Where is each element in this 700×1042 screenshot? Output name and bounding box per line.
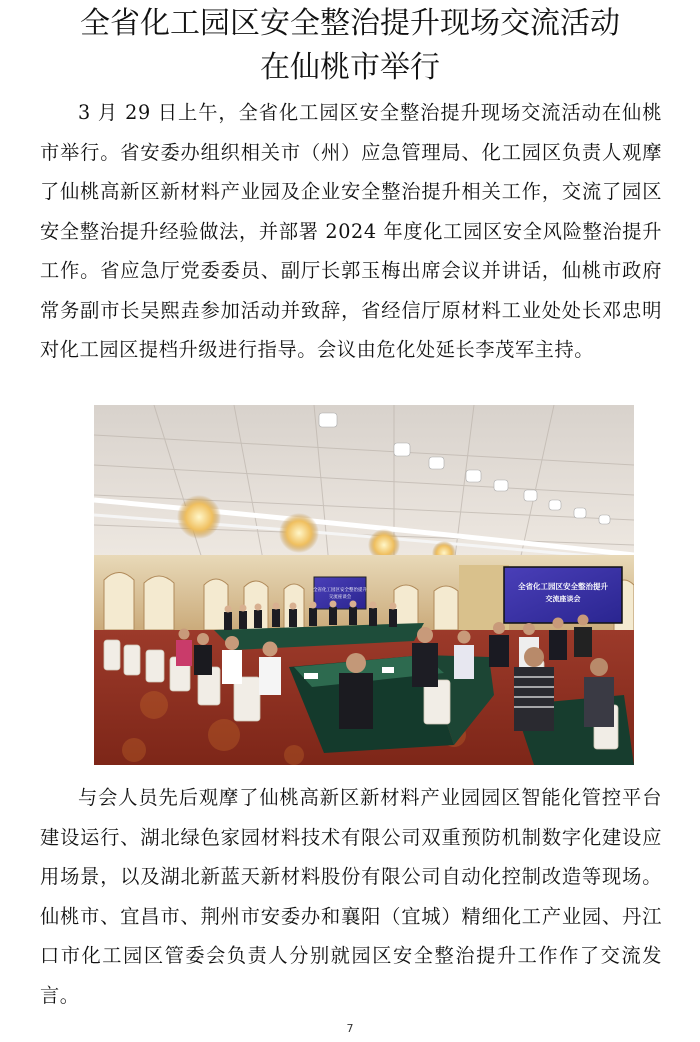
paragraph-visit: 与会人员先后观摩了仙桃高新区新材料产业园园区智能化管控平台建设运行、湖北绿色家园材料技术有限公司双重预防机制数字化建设应用场景，以及湖北新蓝天新材料股份有限公司自动化控制改造等现场。仙桃市、宜昌市、荆州市安委办和襄阳（宜城）精细化工产业园、丹江口市化工园区管委会负责人分别就园区安全整治提升工作作了交流发言。 — [40, 786, 662, 1007]
back-screen-line1: 全省化工园区安全整治提升 — [313, 588, 367, 593]
document-title-line1: 全省化工园区安全整治提升现场交流活动 — [80, 6, 620, 41]
document-title-line2: 在仙桃市举行 — [260, 50, 440, 85]
paragraph-intro: 3 月 29 日上午，全省化工园区安全整治提升现场交流活动在仙桃市举行。省安委办组织相关市（州）应急管理局、化工园区负责人观摩了仙桃高新区新材料产业园及企业安全整治提升相关工作，交流了园区安全整治提升经验做法，并部署 2024 年度化工园区安全风险整治提升工作。省应急厅党委委员、副厅长郭玉梅出席会议并讲话，仙桃市政府常务副市长吴熙垚参加活动并致辞，省经信厅原材料工业处处长邓忠明对化工园区提档升级进行指导。会议由危化处延长李茂军主持。 — [40, 101, 662, 361]
right-screen-line2: 交流座谈会 — [545, 595, 581, 603]
page-number: 7 — [346, 1022, 354, 1035]
meeting-photo — [94, 405, 634, 765]
right-screen-line1: 全省化工园区安全整治提升 — [518, 582, 608, 591]
back-screen-line2: 交流座谈会 — [328, 595, 352, 600]
